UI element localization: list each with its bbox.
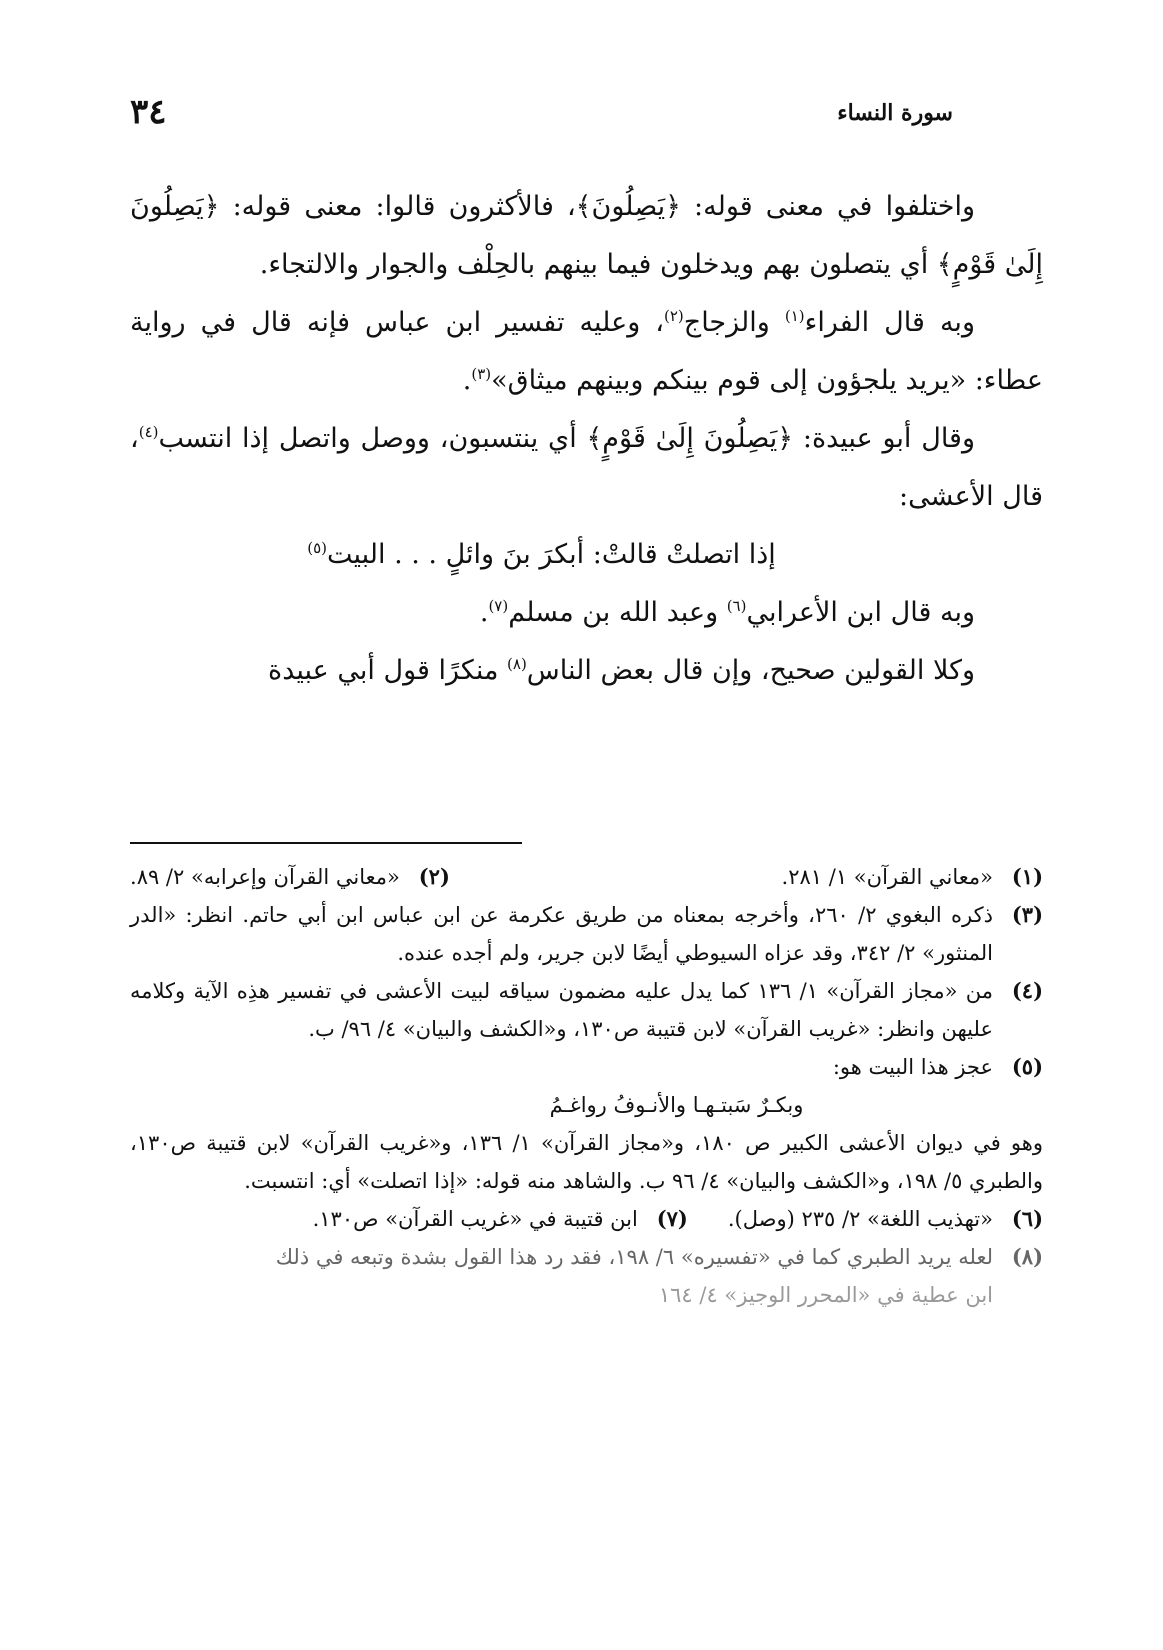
footnote-8 [130,1238,1043,1276]
footnote-5 [130,1048,1043,1086]
footnote-text: من «مجاز القرآن» ١/ ١٣٦ كما يدل عليه مضمون سياقه لبيت الأعشى في تفسير هذِه الآية وكلامه عليهن وانظر: «غريب القرآن» لابن قتيبة ص١٣٠، و«الكشف والبيان» ٤/ ٩٦/ ب. [130,979,993,1041]
footnote-ref-5[interactable]: (٥) [307,539,327,557]
footnote-text: عجز هذا البيت هو: [832,1055,993,1079]
text-run: . [479,597,489,628]
text-run: وعبد الله بن مسلم [508,597,727,628]
footnote-number: (٥) [1011,1054,1043,1079]
text-run: وكلا القولين صحيح، وإن قال بعض الناس [526,655,975,686]
footnote-ref-7[interactable]: (٧) [488,597,509,615]
footnote-5-poem: وبكـرٌ سَبتـهـا والأنـوفُ رواغـمُ [549,1093,804,1117]
footnote-number: (٤) [1011,978,1043,1003]
text-run: وبه قال ابن الأعرابي [746,597,975,628]
main-text [130,178,1043,700]
poetry-verse [130,526,1043,584]
footnote-text: لعله يريد الطبري كما في «تفسيره» ٦/ ١٩٨، فقد رد هذا القول بشدة وتبعه في ذلك [275,1245,993,1269]
paragraph-1: واختلفوا في معنى قوله: ﴿يَصِلُونَ﴾، فالأكثرون قالوا: معنى قوله: ﴿يَصِلُونَ إِلَىٰ قَوْمٍ﴾ أي يتصلون بهم ويدخلون فيما بينهم بالحِلْف والجوار والالتجاء. [130,191,1043,280]
footnote-text: «معاني القرآن وإعرابه» ٢/ ٨٩. [130,865,400,889]
verse-text: إذا اتصلتْ قالتْ: أبكرَ بنَ وائلٍ . . . البيت [326,539,776,570]
footnotes-section [130,858,1043,1314]
footnote-ref-8[interactable]: (٨) [507,655,527,673]
running-title: سورة النساء [837,100,953,126]
footnote-3 [130,896,1043,972]
footnote-number: (١) [1011,864,1043,889]
footnote-ref-3[interactable]: (٣) [471,365,492,383]
footnote-divider [130,842,522,844]
footnote-ref-4[interactable]: (٤) [138,423,159,441]
footnote-number: (٢) [418,864,450,889]
footnote-number: (٧) [656,1206,688,1231]
footnote-4 [130,972,1043,1048]
paragraph-4 [130,584,1043,642]
footnote-text: ذكره البغوي ٢/ ٢٦٠، وأخرجه بمعناه من طريق عكرمة عن ابن عباس ابن أبي حاتم. انظر: «الدر المنثور» ٢/ ٣٤٢، وقد عزاه السيوطي أيضًا لابن جرير، ولم أجده عنده. [130,903,993,965]
footnote-number: (٦) [1011,1206,1043,1231]
paragraph-5 [130,642,1043,700]
footnote-6 [728,1200,1043,1238]
text-run: وقال أبو عبيدة: ﴿يَصِلُونَ إِلَىٰ قَوْمٍ﴾ أي ينتسبون، ووصل واتصل إذا انتسب [158,423,975,454]
footnote-1 [782,858,1043,896]
text-run: منكرًا قول أبي عبيدة [268,655,508,686]
text-run: والزجاج [683,307,785,338]
footnote-row-1-2 [130,858,1043,896]
footnote-ref-1[interactable]: (١) [784,307,805,325]
footnote-number: (٨) [1011,1244,1043,1269]
text-run: ، قال الأعشى: [130,423,1043,512]
footnote-text: «تهذيب اللغة» ٢/ ٢٣٥ (وصل). [727,1207,993,1231]
footnote-7 [313,1200,688,1238]
page-header [130,92,953,152]
footnote-8-continuation: ابن عطية في «المحرر الوجيز» ٤/ ١٦٤ [658,1283,993,1307]
footnote-text: «معاني القرآن» ١/ ٢٨١. [781,865,993,889]
footnote-2 [130,858,450,896]
page-number: ٣٤ [130,92,167,132]
footnote-text: ابن قتيبة في «غريب القرآن» ص١٣٠. [312,1207,638,1231]
text-run: وبه قال الفراء [804,307,975,338]
text-run: . [462,365,472,396]
footnote-5-continuation: وهو في ديوان الأعشى الكبير ص ١٨٠، و«مجاز القرآن» ١/ ١٣٦، و«غريب القرآن» لابن قتيبة ص١٣٠، والطبري ٥/ ١٩٨، و«الكشف والبيان» ٤/ ٩٦ ب. والشاهد منه قوله: «إذا اتصلت» أي: انتسبت. [130,1131,1043,1193]
footnote-ref-2[interactable]: (٢) [664,307,684,325]
text-run: ، وعليه تفسير ابن عباس فإنه قال في رواية عطاء: «يريد يلجؤون إلى قوم بينكم وبينهم ميثاق» [130,307,1043,396]
footnote-ref-6[interactable]: (٦) [726,597,747,615]
footnote-row-6-7 [130,1200,1043,1238]
footnote-number: (٣) [1011,902,1043,927]
paragraph-2 [130,294,1043,410]
paragraph-3 [130,410,1043,526]
